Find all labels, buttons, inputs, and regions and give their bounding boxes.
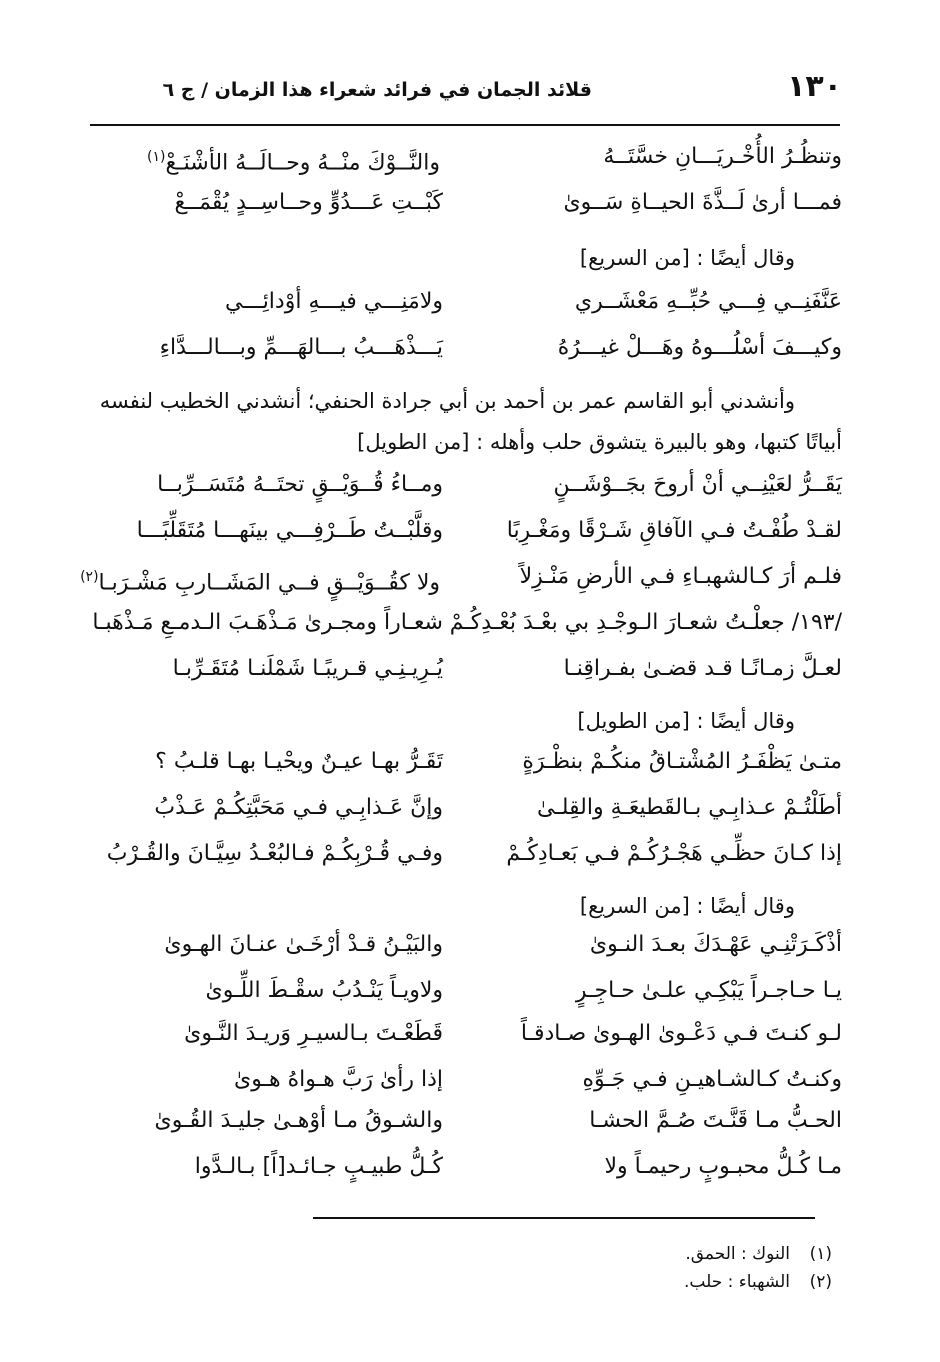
footnote-text: الشهباء : حلب.: [684, 1272, 790, 1292]
first-hemistich: فلـم أرَ كـالشهبـاءِ فـي الأرضِ مَنْـزِلاً: [519, 564, 842, 589]
prose-line: أبياتًا كتبها، وهو بالبيرة يتشوق حلب وأهله : [من الطويل]: [357, 430, 842, 454]
section-intro: وقال أيضًا : [من الطويل]: [577, 709, 795, 733]
second-hemistich: ولاويـاً يَنْـدُبُ سقْـطَ اللِّـوىٰ: [205, 978, 443, 1003]
verse: [0, 142, 940, 182]
verse: [0, 976, 940, 1016]
second-hemistich: كُـلُّ طبيـبٍ جـائـد[اً] بـالـدَّوا: [194, 1154, 443, 1179]
second-hemistich: [147, 142, 440, 178]
second-hemistich: وفـي قُـرْبِكُـمْ فـالبُعْـدُ سِيَّـانَ والقُـرْبُ: [106, 841, 443, 866]
second-hemistich: ولامَنِـــي فيـــهِ أوْدائِـــي: [225, 289, 443, 314]
verse: [0, 1152, 940, 1192]
verse: [0, 1019, 940, 1059]
verse: [0, 1065, 940, 1105]
verse: [0, 516, 940, 556]
second-hemistich: تَقَـرُّ بهـا عيـنٌ ويحْيـا بهـا قلـبُ ؟: [155, 749, 443, 774]
header-rule: [90, 124, 840, 126]
footnote-number: (١): [809, 1244, 832, 1264]
second-hemistich: يَـــذْهَـــبُ بـــالهَـــمِّ وبـــالـــدَّاءِ: [159, 335, 443, 360]
first-hemistich: يَقَــرُّ لعَيْنِــي أنْ أروحَ بجَــوْشَــنٍ: [553, 472, 842, 497]
verse: [0, 747, 940, 787]
verse: [0, 287, 940, 327]
second-hemistich: والبَيْـنُ قـدْ أرْخَـىٰ عنـانَ الهـوىٰ: [164, 932, 443, 957]
verse: [0, 470, 940, 510]
second-hemistich: إذا رأىٰ رَبَّ هـواهُ هـوىٰ: [234, 1067, 443, 1092]
footnote-ref: (١): [147, 149, 166, 165]
verse: [0, 562, 940, 602]
first-hemistich: لـو كنـتَ فـي دَعْـوىٰ الهـوىٰ صـادقـاً: [520, 1021, 842, 1046]
second-hemistich: وإنَّ عَـذابِـي فـي مَحَبَّتِكُـمْ عَـذْبُ: [154, 795, 443, 820]
first-hemistich: الحـبُّ مـا قَنَّـتَ صُـمَّ الحشـا: [589, 1108, 842, 1133]
first-hemistich: إذا كـانَ حظِّـي هَجْـرُكُـمْ فـي بَعـادِكُـمْ: [506, 841, 842, 866]
first-hemistich: مـا كُـلُّ محبـوبٍ رحيمـاً ولا: [604, 1154, 842, 1179]
second-hemistich: وقلَّبْــتُ طَــرْفِـــي بينَهـــا مُتَقَلِّبًـــا: [136, 518, 443, 543]
second-hemistich: [80, 562, 440, 598]
verse: [0, 333, 940, 373]
footnote-rule: [313, 1217, 815, 1219]
second-hemistich: قَطَعْـتَ بـالسيـرِ وَريـدَ النَّـوىٰ: [184, 1021, 443, 1046]
footnote-text: النوك : الحمق.: [685, 1244, 790, 1264]
first-hemistich: فمـــا أرىٰ لَــذَّةَ الحيــاةِ سَــوىٰ: [563, 190, 842, 215]
first-hemistich: أطَلْتُـمْ عـذابِـي بـالقَطيعَـةِ والقِلـىٰ: [536, 795, 842, 820]
footnote: [685, 1243, 832, 1265]
page-number: ١٣٠: [787, 69, 842, 104]
page-header: [90, 69, 842, 112]
footnote-number: (٢): [809, 1272, 832, 1292]
verse: [0, 930, 940, 970]
verse: [0, 793, 940, 833]
footnote: [684, 1271, 832, 1293]
first-hemistich: يـا حـاجـراً يَبْكِـي علـىٰ حـاجِـرٍ: [575, 978, 842, 1003]
verse: [0, 839, 940, 879]
second-hemistich: شعـاراً ومجـرىٰ مَـذْهَـبَ الـدمـعِ مَـذْهَبـا: [92, 610, 443, 635]
first-hemistich: لعـلَّ زمـانًـا قـد قضـىٰ بفـراقِنـا: [563, 656, 842, 681]
second-hemistich-text: ولا كقُــوَيْــقٍ فــي المَشَــاربِ مَشْـرَبـا: [98, 570, 440, 596]
second-hemistich: كَبْــتِ عَـــدُوٍّ وحــاسِــدٍ يُقْمَــعْ: [174, 190, 443, 215]
first-hemistich: وتنظُـرُ الأُخْـريَـــانِ خسَّتَــهُ: [603, 144, 842, 169]
first-hemistich: عَنَّفَنِــي فِـــي حُبِّــهِ مَعْشَــري: [574, 289, 842, 314]
section-intro: وقال أيضًا : [من السريع]: [579, 246, 795, 270]
first-hemistich: لقـدْ طُفْـتُ فـي الآفاقِ شَـرْقًا ومَغْـرِبًا: [506, 518, 842, 543]
prose-line: وأنشدني أبو القاسم عمر بن أحمد بن أبي جرادة الحنفي؛ أنشدني الخطيب لنفسه: [99, 389, 795, 413]
section-intro: وقال أيضًا : [من السريع]: [579, 894, 795, 918]
first-hemistich: أذْكَـرَتْنِـي عَهْـدَكَ بعـدَ النـوىٰ: [589, 932, 842, 957]
footnote-ref: (٢): [80, 569, 99, 585]
first-hemistich: وكيـــفَ أسْلُـــوهُ وهَـــلْ غيـــرُهُ: [557, 335, 842, 360]
verse: [0, 1106, 940, 1146]
verse: [0, 188, 940, 228]
second-hemistich: والشـوقُ مـا أوْهـىٰ جليـدَ القُـوىٰ: [154, 1108, 443, 1133]
first-hemistich: متـىٰ يَظْفَـرُ المُشْتـاقُ منكُـمْ بنظْـرَةٍ: [522, 749, 842, 774]
verse: [0, 608, 940, 648]
running-title: قلائد الجمان في فرائد شعراء هذا الزمان / ج ٦: [162, 79, 592, 101]
second-hemistich: يُـرِيـنِـي قـريبًـا شَمْلَنـا مُتَقَـرِّبـا: [172, 656, 443, 681]
verse: [0, 654, 940, 694]
second-hemistich: ومــاءُ قُــوَيْــقٍ تحتَــهُ مُتَسَــرِّبــا: [157, 472, 443, 497]
first-hemistich: وكنـتُ كـالشـاهيـنِ فـي جَـوِّهِ: [582, 1067, 842, 1092]
first-hemistich: /١٩٣/ جعلْـتُ شعـارَ الـوجْـدِ بي بعْـدَ بُعْـدِكُـمْ: [449, 610, 842, 635]
second-hemistich-text: والنَّــوْكَ منْــهُ وحــالَــهُ الأشْنَـعْ: [165, 150, 440, 176]
